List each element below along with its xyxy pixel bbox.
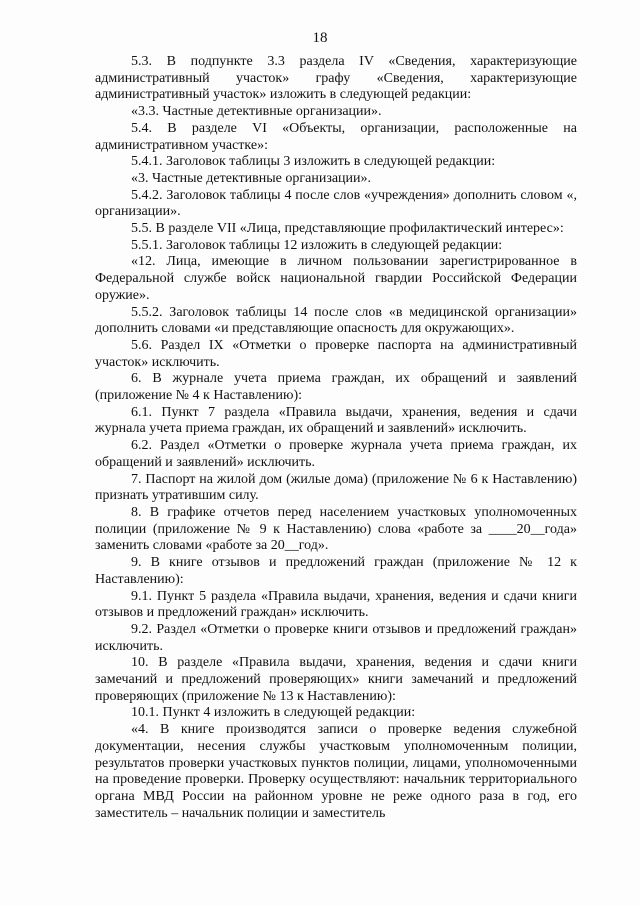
paragraph: 5.5.2. Заголовок таблицы 14 после слов «в медицинской организации» дополнить словами «и представляющие опасность для окружающих». [95,304,577,337]
paragraph: 10.1. Пункт 4 изложить в следующей редакции: [131,705,416,721]
paragraph: «12. Лица, имеющие в личном пользовании зарегистрированное в Федеральной службе войск национальной гвардии Российской Федерации оружие». [95,254,577,303]
paragraph: 9.2. Раздел «Отметки о проверке книги отзывов и предложений граждан» исключить. [95,621,577,654]
paragraph: 6.1. Пункт 7 раздела «Правила выдачи, хранения, ведения и сдачи журнала учета приема граждан, их обращений и заявлений» исключить. [95,404,577,437]
paragraph: 5.5. В разделе VII «Лица, представляющие профилактический интерес»: [131,221,564,237]
paragraph: 5.4. В разделе VI «Объекты, организации, расположенные на административном участке»: [95,120,577,153]
paragraph: 6. В журнале учета приема граждан, их обращений и заявлений (приложение № 4 к Наставлению): [95,371,577,404]
paragraph: 5.4.2. Заголовок таблицы 4 после слов «учреждения» дополнить словом «, организации». [95,187,577,220]
page-number: 18 [312,30,328,46]
paragraph: 9. В книге отзывов и предложений граждан (приложение № 12 к Наставлению): [95,555,577,587]
paragraph: 8. В графике отчетов перед населением участковых уполномоченных полиции (приложение № 9 к Наставлению) слова «работе за ____20__года» заменить словами «работе за 20__год». [95,504,577,554]
paragraph: 5.5.1. Заголовок таблицы 12 изложить в следующей редакции: [131,237,503,253]
paragraph: «3.3. Частные детективные организации». [131,104,382,120]
paragraph: 5.4.1. Заголовок таблицы 3 изложить в следующей редакции: [131,154,496,170]
paragraph: 10. В разделе «Правила выдачи, хранения, ведения и сдачи книги замечаний и предложений проверяющих» книги замечаний и предложений проверяющих (приложение № 13 к Наставлению): [95,655,577,704]
paragraph: 5.6. Раздел IX «Отметки о проверке паспорта на административный участок» исключить. [95,337,577,370]
paragraph: «4. В книге производятся записи о проверке ведения служебной документации, несения службы участковым уполномоченным полиции, результатов проверки участковых пунктов полиции, лицами, уполномоченными на проведение проверки. Проверку осуществляют: начальник территориального органа МВД России на районном уровне не реже одного раза в год, его заместитель – начальник полиции и заместитель [95,722,577,821]
document-body [95,54,577,822]
paragraph: 7. Паспорт на жилой дом (жилые дома) (приложение № 6 к Наставлению) признать утратившим силу. [95,471,577,504]
paragraph: 5.3. В подпункте 3.3 раздела IV «Сведения, характеризующие административный участок» графу «Сведения, характеризующие административный участок» изложить в следующей редакции: [95,54,577,103]
paragraph: 6.2. Раздел «Отметки о проверке журнала учета приема граждан, их обращений и заявлений» исключить. [95,438,577,470]
paragraph: «3. Частные детективные организации». [131,170,372,186]
paragraph: 9.1. Пункт 5 раздела «Правила выдачи, хранения, ведения и сдачи книги отзывов и предложений граждан» исключить. [95,588,577,621]
